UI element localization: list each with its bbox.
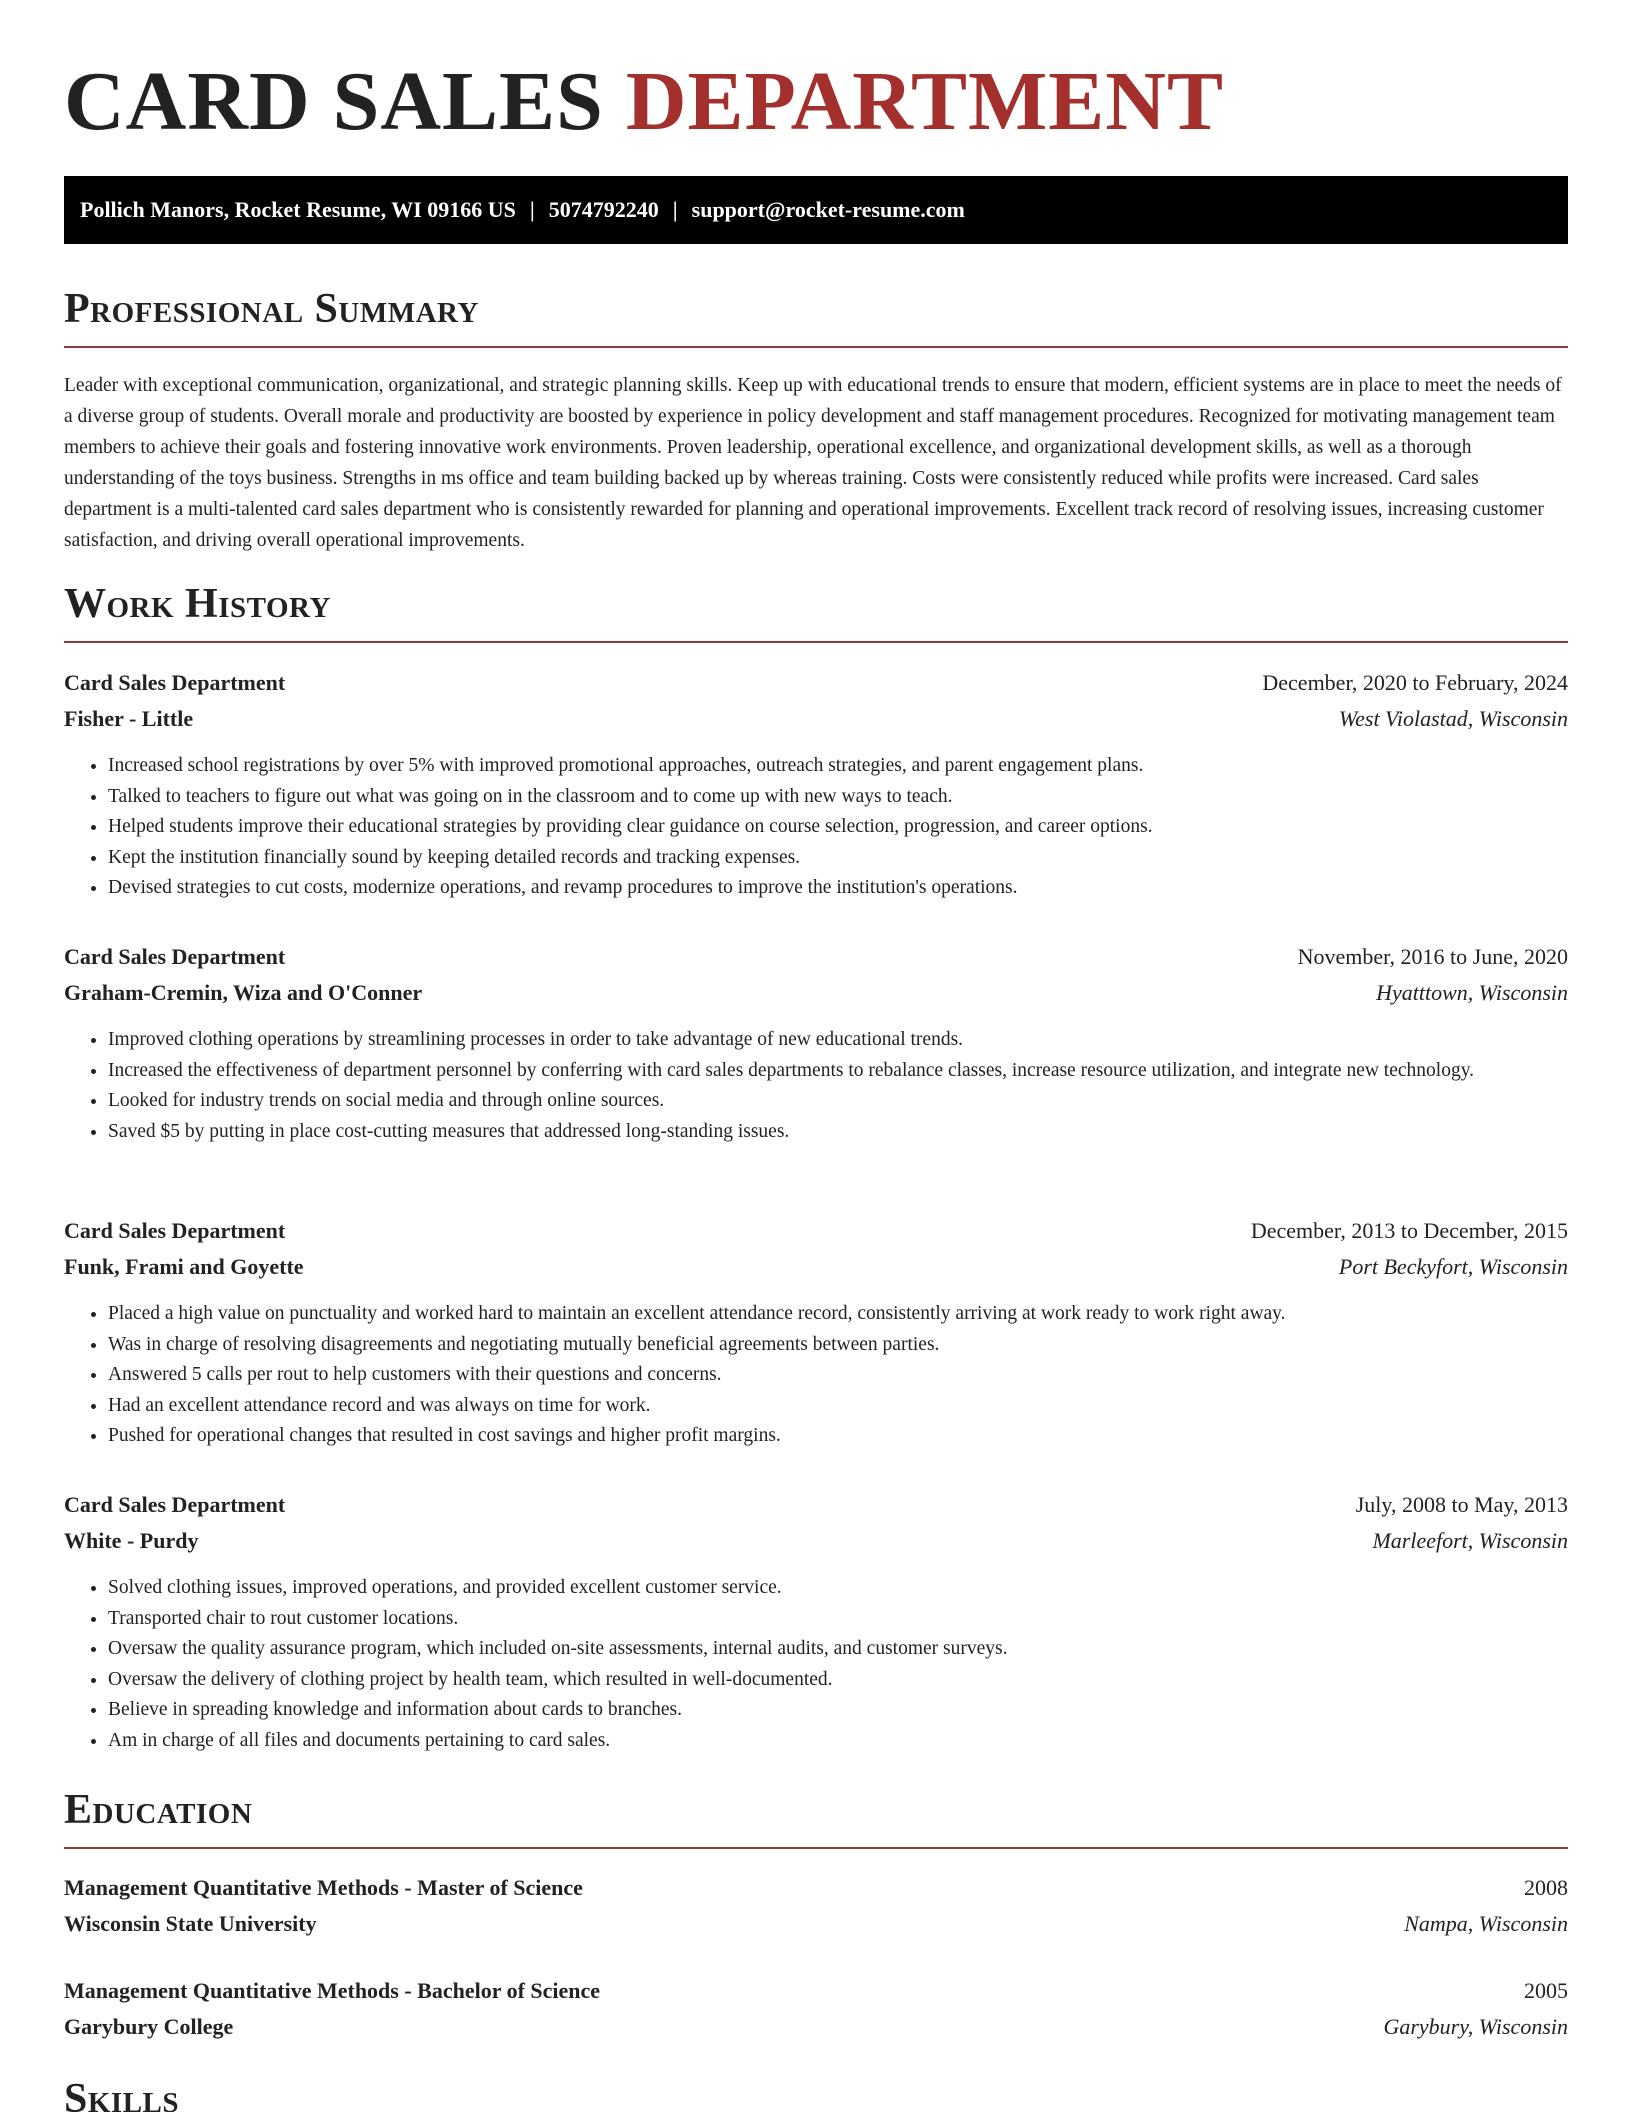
job-dates: July, 2008 to May, 2013: [1355, 1492, 1568, 1517]
edu-year: 2008: [1524, 1875, 1568, 1900]
job-location: West Violastad, Wisconsin: [1338, 706, 1568, 731]
edu-degree: Management Quantitative Methods - Master of Science: [64, 1875, 583, 1900]
job-bullets: [64, 751, 1568, 904]
job-location: Marleefort, Wisconsin: [1372, 1528, 1568, 1553]
job-bullets: [64, 1573, 1568, 1756]
job-bullet: • Placed a high value on punctuality and worked hard to maintain an excellent attendance record, consistently arriving at work ready to work right away.: [108, 1299, 1568, 1330]
contact-separator: |: [529, 197, 535, 222]
contact-bar: [64, 176, 1568, 244]
job-location: Port Beckyfort, Wisconsin: [1338, 1254, 1568, 1279]
job-dates: December, 2020 to February, 2024: [1262, 670, 1568, 695]
section-title-skills: Skills: [64, 2074, 1568, 2112]
job-company: Funk, Frami and Goyette: [64, 1254, 304, 1279]
job-bullet: • Oversaw the quality assurance program, which included on-site assessments, internal audits, and customer surveys.: [108, 1634, 1568, 1665]
job-bullet: • Pushed for operational changes that resulted in cost savings and higher profit margins.: [108, 1421, 1568, 1452]
job-dates: November, 2016 to June, 2020: [1297, 944, 1568, 969]
job-bullet: • Saved $5 by putting in place cost-cutting measures that addressed long-standing issues.: [108, 1117, 1568, 1148]
job-bullet: • Helped students improve their educational strategies by providing clear guidance on course selection, progression, and career options.: [108, 812, 1568, 843]
job-bullet: • Solved clothing issues, improved operations, and provided excellent customer service.: [108, 1573, 1568, 1604]
job-title: Card Sales Department: [64, 670, 286, 695]
job-title: Card Sales Department: [64, 1492, 286, 1517]
education-entry: [64, 1870, 1568, 1942]
edu-location: Nampa, Wisconsin: [1404, 1911, 1568, 1936]
job-bullet: • Increased the effectiveness of department personnel by conferring with card sales departments to rebalance classes, increase resource utilization, and integrate new technology.: [108, 1056, 1568, 1087]
job-location: Hyatttown, Wisconsin: [1376, 980, 1568, 1005]
job-bullet: • Oversaw the delivery of clothing project by health team, which resulted in well-documented.: [108, 1665, 1568, 1696]
name-first: CARD SALES: [64, 55, 604, 148]
job-company: Graham-Cremin, Wiza and O'Conner: [64, 980, 423, 1005]
edu-school: Garybury College: [64, 2014, 234, 2039]
job-bullet: • Improved clothing operations by streamlining processes in order to take advantage of new educational trends.: [108, 1025, 1568, 1056]
job-company: White - Purdy: [64, 1528, 199, 1553]
job-bullet: • Am in charge of all files and documents pertaining to card sales.: [108, 1726, 1568, 1757]
job-bullets: [64, 1025, 1568, 1147]
job-bullet: • Answered 5 calls per rout to help customers with their questions and concerns.: [108, 1360, 1568, 1391]
job-bullets: [64, 1299, 1568, 1452]
job-dates: December, 2013 to December, 2015: [1250, 1218, 1568, 1243]
job-bullet: • Was in charge of resolving disagreements and negotiating mutually beneficial agreements between parties.: [108, 1330, 1568, 1361]
job-company: Fisher - Little: [64, 706, 194, 731]
contact-email: support@rocket-resume.com: [691, 197, 965, 222]
work-entry: [64, 1213, 1568, 1452]
name-last: DEPARTMENT: [625, 55, 1224, 148]
job-bullet: • Had an excellent attendance record and was always on time for work.: [108, 1391, 1568, 1422]
work-entry: [64, 1487, 1568, 1756]
education-entry: [64, 1973, 1568, 2045]
job-bullet: • Looked for industry trends on social media and through online sources.: [108, 1086, 1568, 1117]
candidate-name: [64, 52, 1224, 152]
contact-separator: |: [672, 197, 678, 222]
job-title: Card Sales Department: [64, 1218, 286, 1243]
contact-address: Pollich Manors, Rocket Resume, WI 09166 US: [80, 197, 516, 222]
job-bullet: • Increased school registrations by over 5% with improved promotional approaches, outreach strategies, and parent engagement plans.: [108, 751, 1568, 782]
edu-year: 2005: [1524, 1978, 1568, 2003]
job-bullet: • Talked to teachers to figure out what was going on in the classroom and to come up with new ways to teach.: [108, 782, 1568, 813]
contact-phone: 5074792240: [548, 197, 659, 222]
edu-location: Garybury, Wisconsin: [1383, 2014, 1568, 2039]
section-title-summary: Professional Summary: [64, 284, 1568, 348]
job-bullet: • Kept the institution financially sound by keeping detailed records and tracking expenses.: [108, 843, 1568, 874]
edu-degree: Management Quantitative Methods - Bachelor of Science: [64, 1978, 601, 2003]
job-title: Card Sales Department: [64, 944, 286, 969]
section-title-work-history: Work History: [64, 579, 1568, 643]
work-entry: [64, 665, 1568, 904]
section-title-education: Education: [64, 1785, 1568, 1849]
job-bullet: • Devised strategies to cut costs, modernize operations, and revamp procedures to improve the institution's operations.: [108, 873, 1568, 904]
edu-school: Wisconsin State University: [64, 1911, 317, 1936]
job-bullet: • Believe in spreading knowledge and information about cards to branches.: [108, 1695, 1568, 1726]
summary-text: Leader with exceptional communication, organizational, and strategic planning skills. Keep up with educational trends to ensure that modern, efficient systems are in place to meet the needs of a diverse group of students. Overall morale and productivity are boosted by experience in policy development and staff management procedures. Recognized for motivating management team members to achieve their goals and fostering innovative work environments. Proven leadership, operational excellence, and organizational development skills, as well as a thorough understanding of the toys business. Strengths in ms office and team building backed up by whereas training. Costs were consistently reduced while profits were increased. Card sales department is a multi-talented card sales department who is consistently rewarded for planning and operational improvements. Excellent track record of resolving issues, increasing customer satisfaction, and driving overall operational improvements.: [64, 375, 1562, 551]
work-entry: [64, 939, 1568, 1147]
job-bullet: • Transported chair to rout customer locations.: [108, 1604, 1568, 1635]
